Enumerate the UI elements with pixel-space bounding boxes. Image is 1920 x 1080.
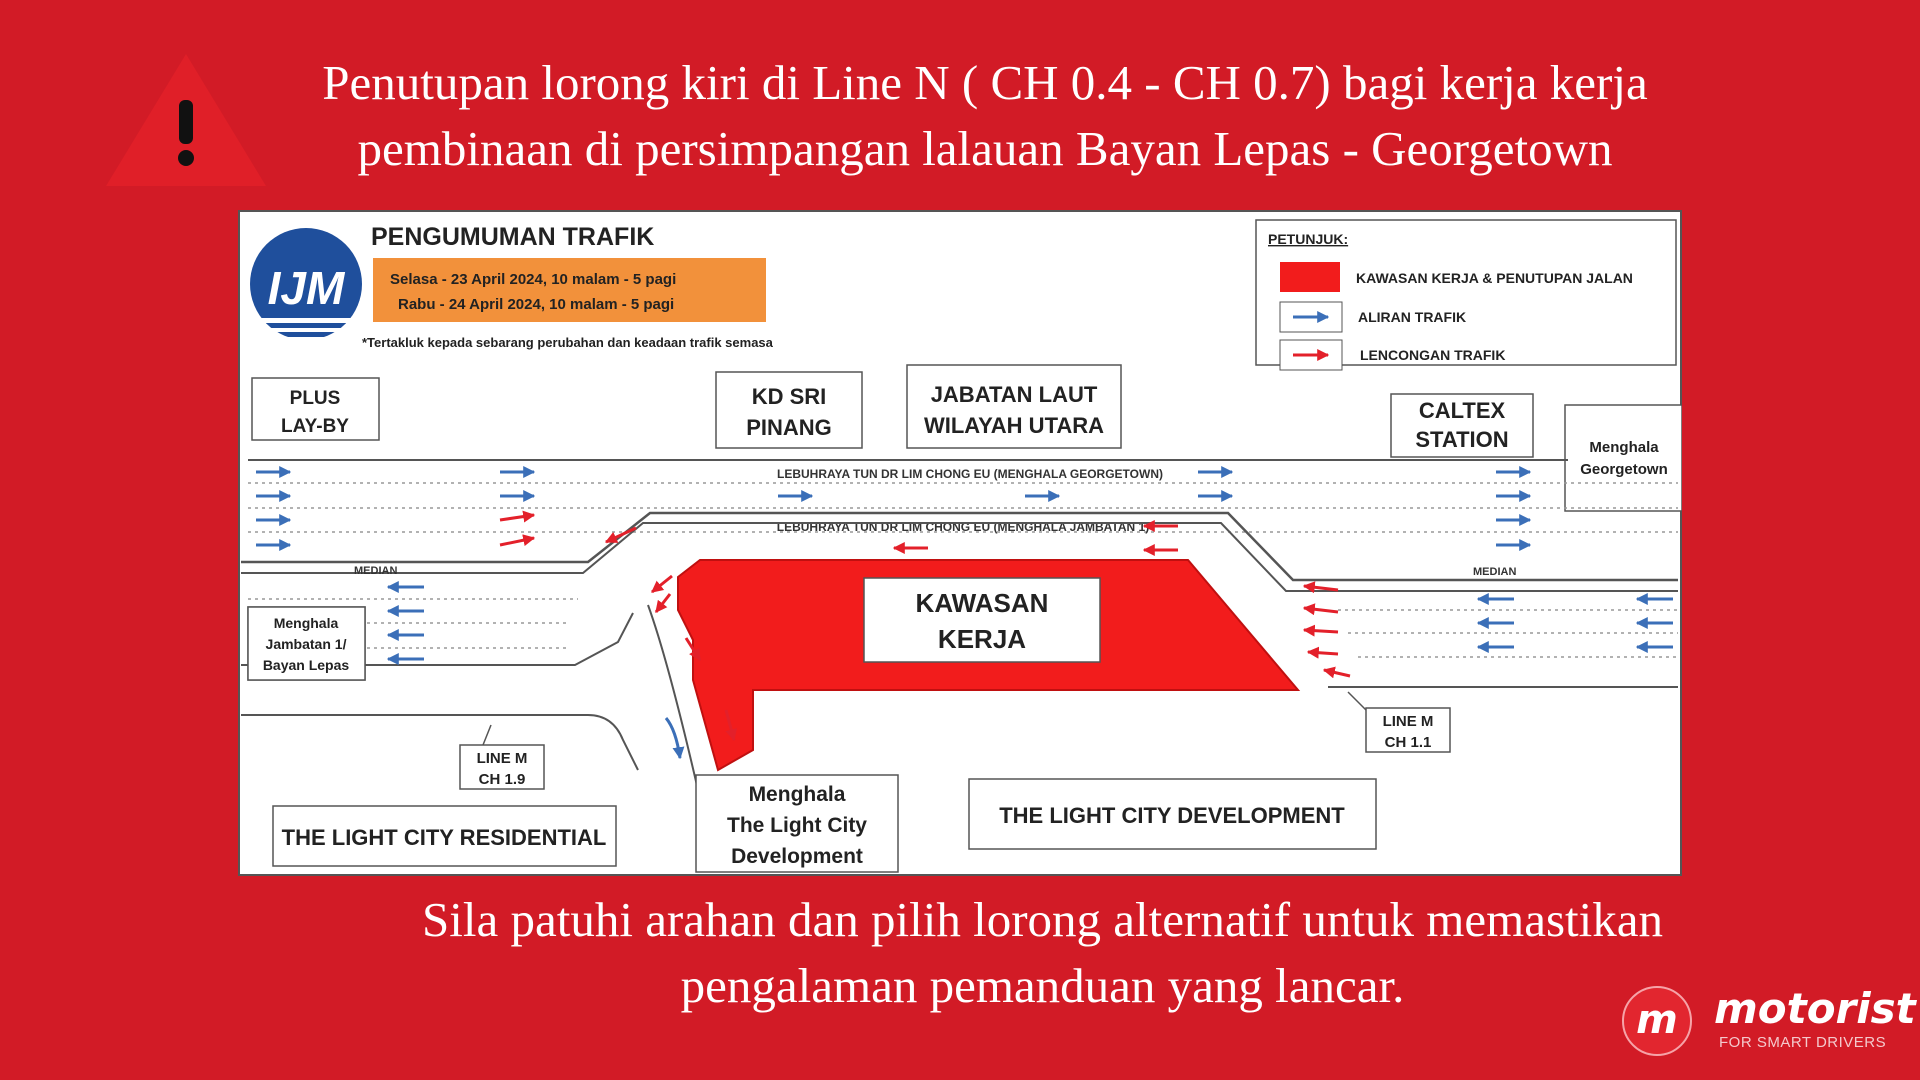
caltex-line-2: STATION <box>1415 427 1509 452</box>
work-zone-swatch-icon <box>1280 262 1340 292</box>
plus-lay-by <box>252 378 379 440</box>
road-label-south: LEBUHRAYA TUN DR LIM CHONG EU (MENGHALA JAMBATAN 1) <box>776 520 1150 534</box>
motorist-logo-icon: m <box>1622 986 1692 1056</box>
traffic-map <box>238 210 1682 876</box>
legend <box>1256 220 1676 370</box>
light-city-development <box>969 779 1376 849</box>
road-label-north: LEBUHRAYA TUN DR LIM CHONG EU (MENGHALA GEORGETOWN) <box>776 467 1164 481</box>
legend-item-detour: LENCONGAN TRAFIK <box>1360 347 1506 363</box>
development-label: THE LIGHT CITY DEVELOPMENT <box>999 803 1345 828</box>
brand-name: motorist <box>1714 984 1916 1033</box>
chainage-m19-line-2: CH 1.9 <box>478 771 526 788</box>
light-city-dir-line-2: The Light City <box>727 814 867 837</box>
median-label-left: MEDIAN <box>354 565 398 577</box>
menghala-light-city <box>696 775 898 872</box>
jambatan-line-1: Menghala <box>273 615 339 631</box>
jambatan-line-3: Bayan Lepas <box>262 657 350 673</box>
kd-sri-line-2: PINANG <box>746 415 832 440</box>
brand-tagline: FOR SMART DRIVERS <box>1719 1034 1887 1051</box>
residential-label: THE LIGHT CITY RESIDENTIAL <box>281 825 607 850</box>
warning-triangle-icon <box>104 50 268 190</box>
menghala-georgetown <box>1565 405 1682 511</box>
chainage-m-1-1 <box>1366 708 1450 752</box>
legend-item-work-zone: KAWASAN KERJA & PENUTUPAN JALAN <box>1356 270 1633 286</box>
chainage-m11-line-2: CH 1.1 <box>1384 734 1432 751</box>
jabatan-line-1: JABATAN LAUT <box>930 382 1098 407</box>
chainage-m11-line-1: LINE M <box>1382 713 1434 730</box>
footer-line-2: pengalaman pemanduan yang lancar. <box>680 958 1405 1013</box>
georgetown-line-1: Menghala <box>1589 439 1659 456</box>
ijm-logo <box>250 228 362 340</box>
schedule-line-2: Rabu - 24 April 2024, 10 malam - 5 pagi <box>398 296 675 313</box>
legend-item-flow: ALIRAN TRAFIK <box>1358 309 1467 325</box>
kd-sri-pinang <box>716 372 862 448</box>
jambatan-line-2: Jambatan 1/ <box>265 636 347 652</box>
kd-sri-line-1: KD SRI <box>751 384 827 409</box>
schedule-line-1: Selasa - 23 April 2024, 10 malam - 5 pagi <box>390 271 677 288</box>
jabatan-line-2: WILAYAH UTARA <box>923 413 1105 438</box>
jabatan-laut <box>907 365 1121 448</box>
work-zone-line-2: KERJA <box>937 624 1027 654</box>
work-zone-line-1: KAWASAN <box>915 588 1049 618</box>
light-city-dir-line-3: Development <box>731 845 863 868</box>
chainage-m-1-9 <box>460 745 544 789</box>
headline <box>260 50 1710 182</box>
light-city-dir-line-1: Menghala <box>748 783 846 806</box>
ijm-logo-text: IJM <box>267 262 345 314</box>
caltex-station <box>1391 394 1533 457</box>
georgetown-line-2: Georgetown <box>1580 461 1668 478</box>
median-label-right: MEDIAN <box>1473 566 1517 578</box>
caltex-line-1: CALTEX <box>1418 398 1506 423</box>
plus-line-2: LAY-BY <box>281 416 349 437</box>
headline-line-2: pembinaan di persimpangan lalauan Bayan Lepas - Georgetown <box>357 121 1613 176</box>
notice-disclaimer: *Tertakluk kepada sebarang perubahan dan keadaan trafik semasa <box>362 335 773 350</box>
headline-line-1: Penutupan lorong kiri di Line N ( CH 0.4 - CH 0.7) bagi kerja kerja <box>322 55 1648 110</box>
chainage-m19-line-1: LINE M <box>476 750 528 767</box>
menghala-jambatan <box>248 607 365 680</box>
footer-message <box>340 887 1745 1019</box>
motorist-brand <box>1622 984 1916 1056</box>
notice-title: PENGUMUMAN TRAFIK <box>371 223 655 251</box>
light-city-residential <box>273 806 616 866</box>
plus-line-1: PLUS <box>289 388 341 409</box>
legend-title: PETUNJUK: <box>1268 231 1349 247</box>
footer-line-1: Sila patuhi arahan dan pilih lorong alternatif untuk memastikan <box>421 892 1663 947</box>
